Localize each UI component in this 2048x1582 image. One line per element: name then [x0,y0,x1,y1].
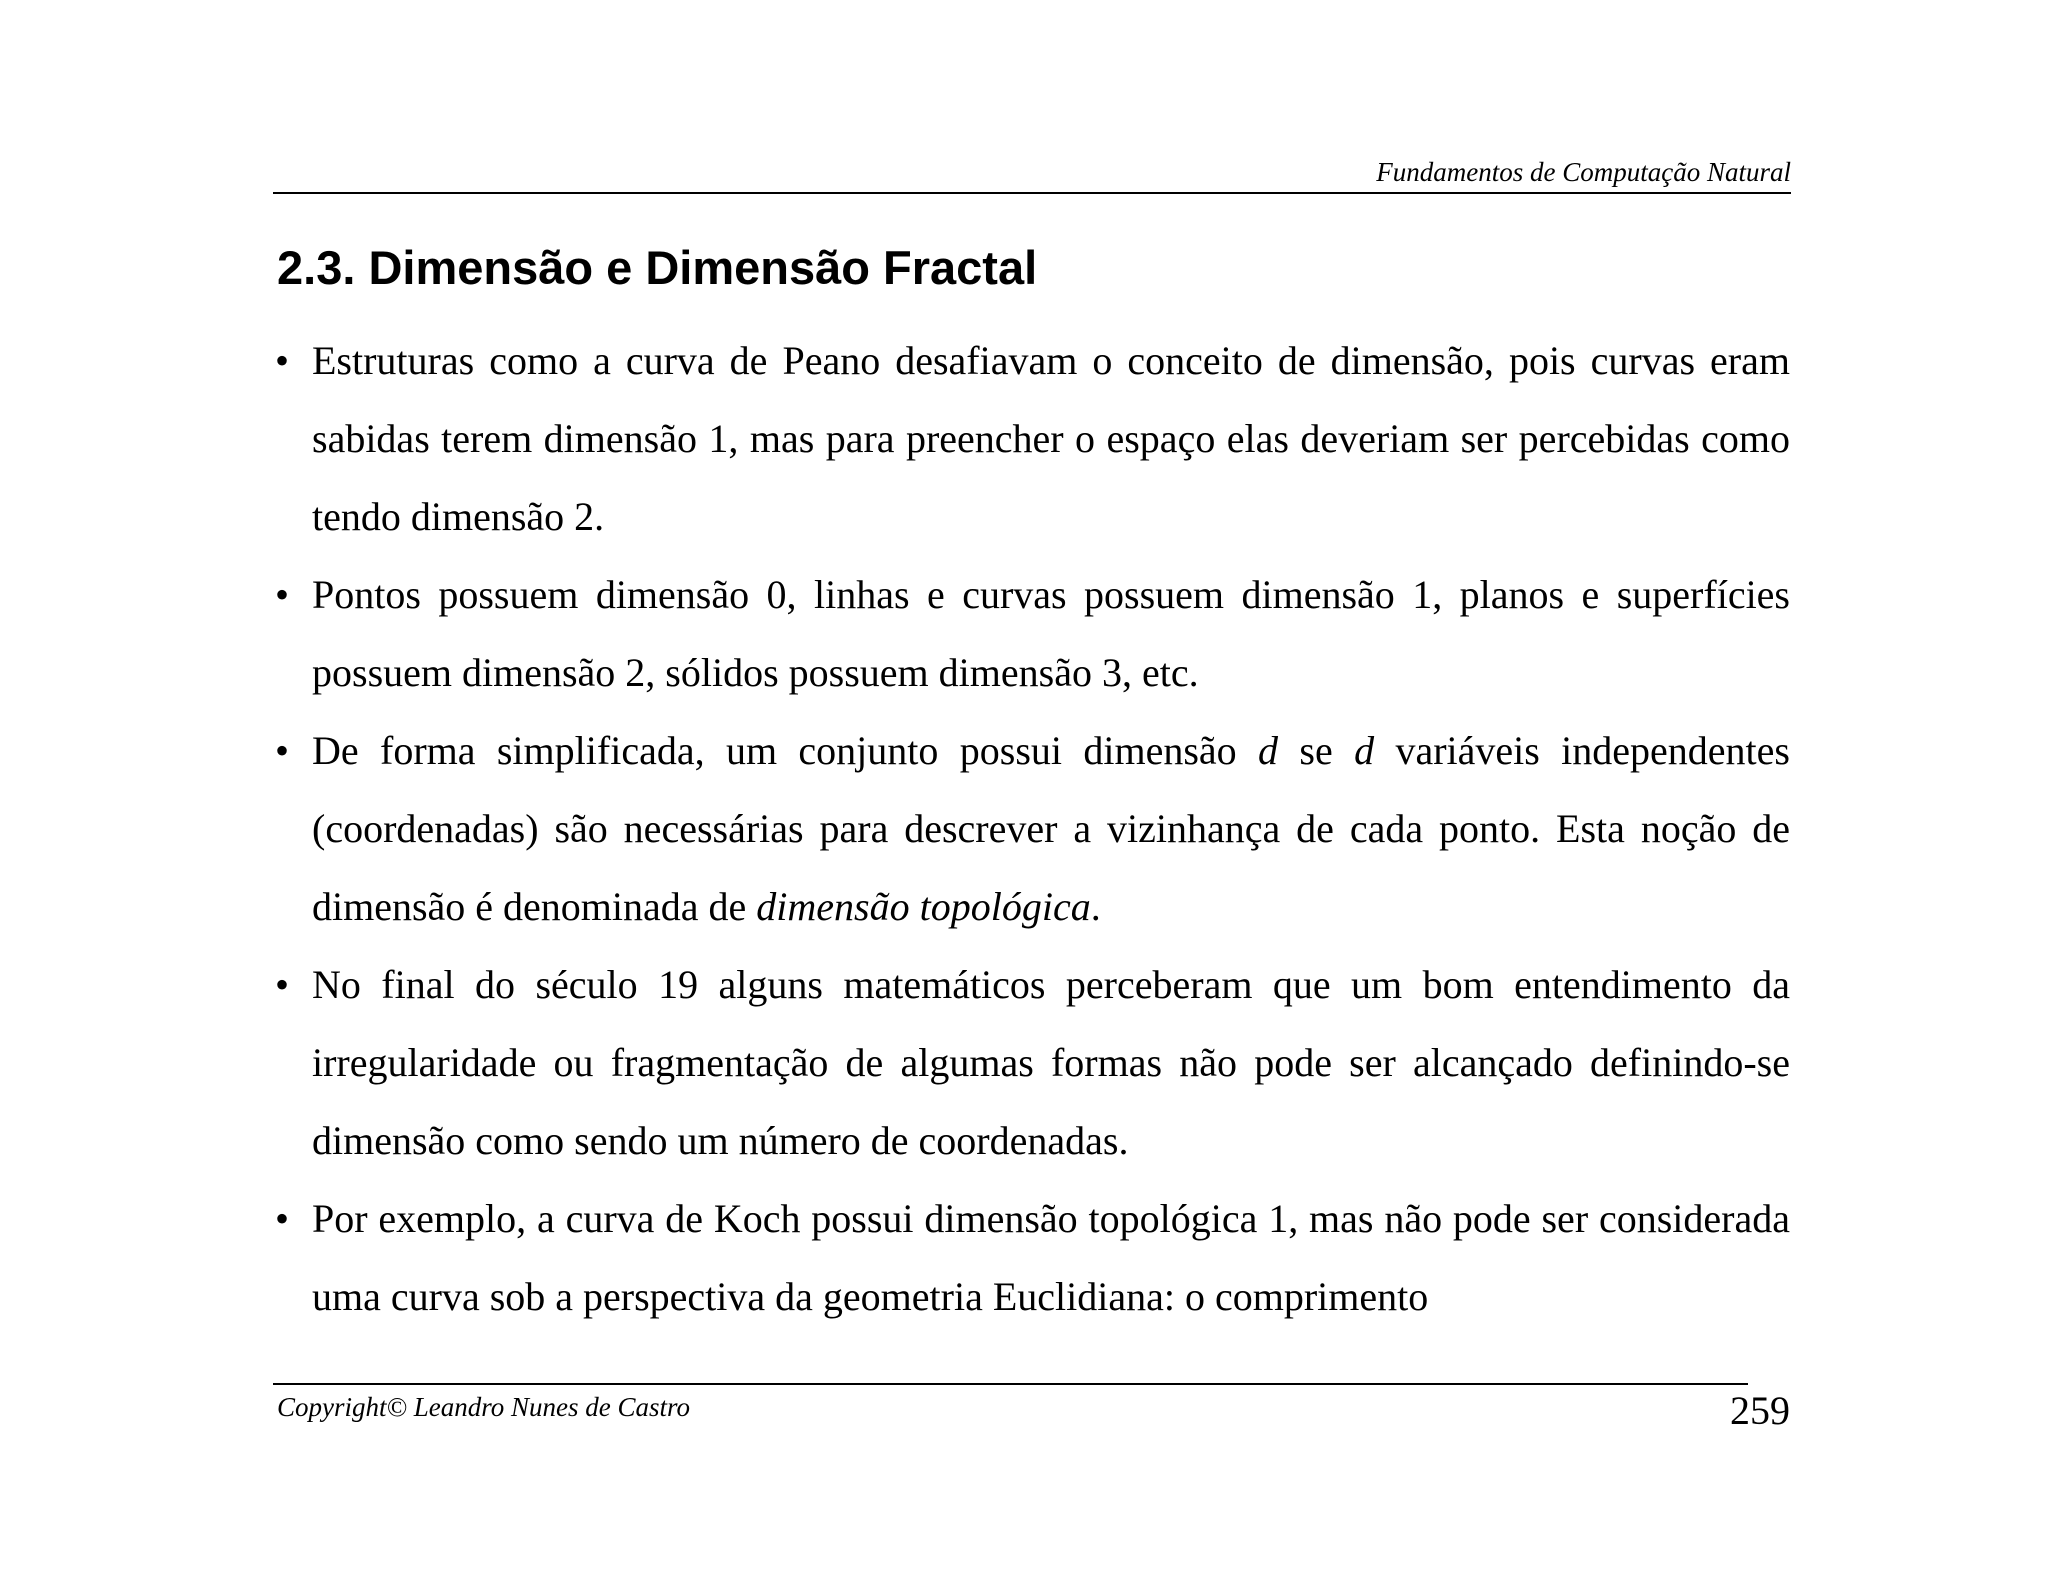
bullet-list [275,322,1790,1336]
bullet-text-part: . [1090,884,1101,929]
bullet-text-part: se [1278,728,1355,773]
running-header: Fundamentos de Computação Natural [1376,157,1791,187]
variable-d: d [1354,728,1375,773]
bullet-text: Estruturas como a curva de Peano desafiavam o conceito de dimensão, pois curvas eram sabidas terem dimensão 1, mas para preencher o espaço elas deveriam ser percebidas como tendo dimensão 2. [312,338,1790,539]
bullet-marker: • [275,338,290,383]
bullet-text: No final do século 19 alguns matemáticos perceberam que um bom entendimento da irregularidade ou fragmentação de algumas formas não pode ser alcançado definindo-se dimensão como sendo um número de coordenadas. [312,962,1790,1163]
bullet-marker: • [275,1196,290,1241]
bullet-item-topological-dimension [275,712,1790,946]
footer-rule [273,1383,1748,1385]
bullet-text-part: variáveis independentes (coordenadas) são necessárias para descrever a vizinhança de cada ponto. Esta noção de dimensão é denominada de [312,728,1790,929]
bullet-text: Por exemplo, a curva de Koch possui dimensão topológica 1, mas não pode ser considerada uma curva sob a perspectiva da geometria Euclidiana: o comprimento [312,1196,1790,1319]
bullet-item-irregularity [275,946,1790,1180]
bullet-text-part: De forma simplificada, um conjunto possui dimensão [312,728,1259,773]
bullet-text: Pontos possuem dimensão 0, linhas e curvas possuem dimensão 1, planos e superfícies possuem dimensão 2, sólidos possuem dimensão 3, etc. [312,572,1790,695]
copyright-footer: Copyright© Leandro Nunes de Castro [277,1392,691,1422]
bullet-marker: • [275,728,290,773]
bullet-item-dimensions [275,556,1790,712]
header-rule [273,192,1791,194]
bullet-item-koch-curve [275,1180,1790,1336]
bullet-item-peano [275,322,1790,556]
section-title: 2.3. Dimensão e Dimensão Fractal [277,241,1038,294]
variable-d: d [1258,728,1279,773]
bullet-marker: • [275,962,290,1007]
term-emphasis: dimensão topológica [756,884,1091,929]
page-number: 259 [1730,1388,1790,1433]
bullet-marker: • [275,572,290,617]
